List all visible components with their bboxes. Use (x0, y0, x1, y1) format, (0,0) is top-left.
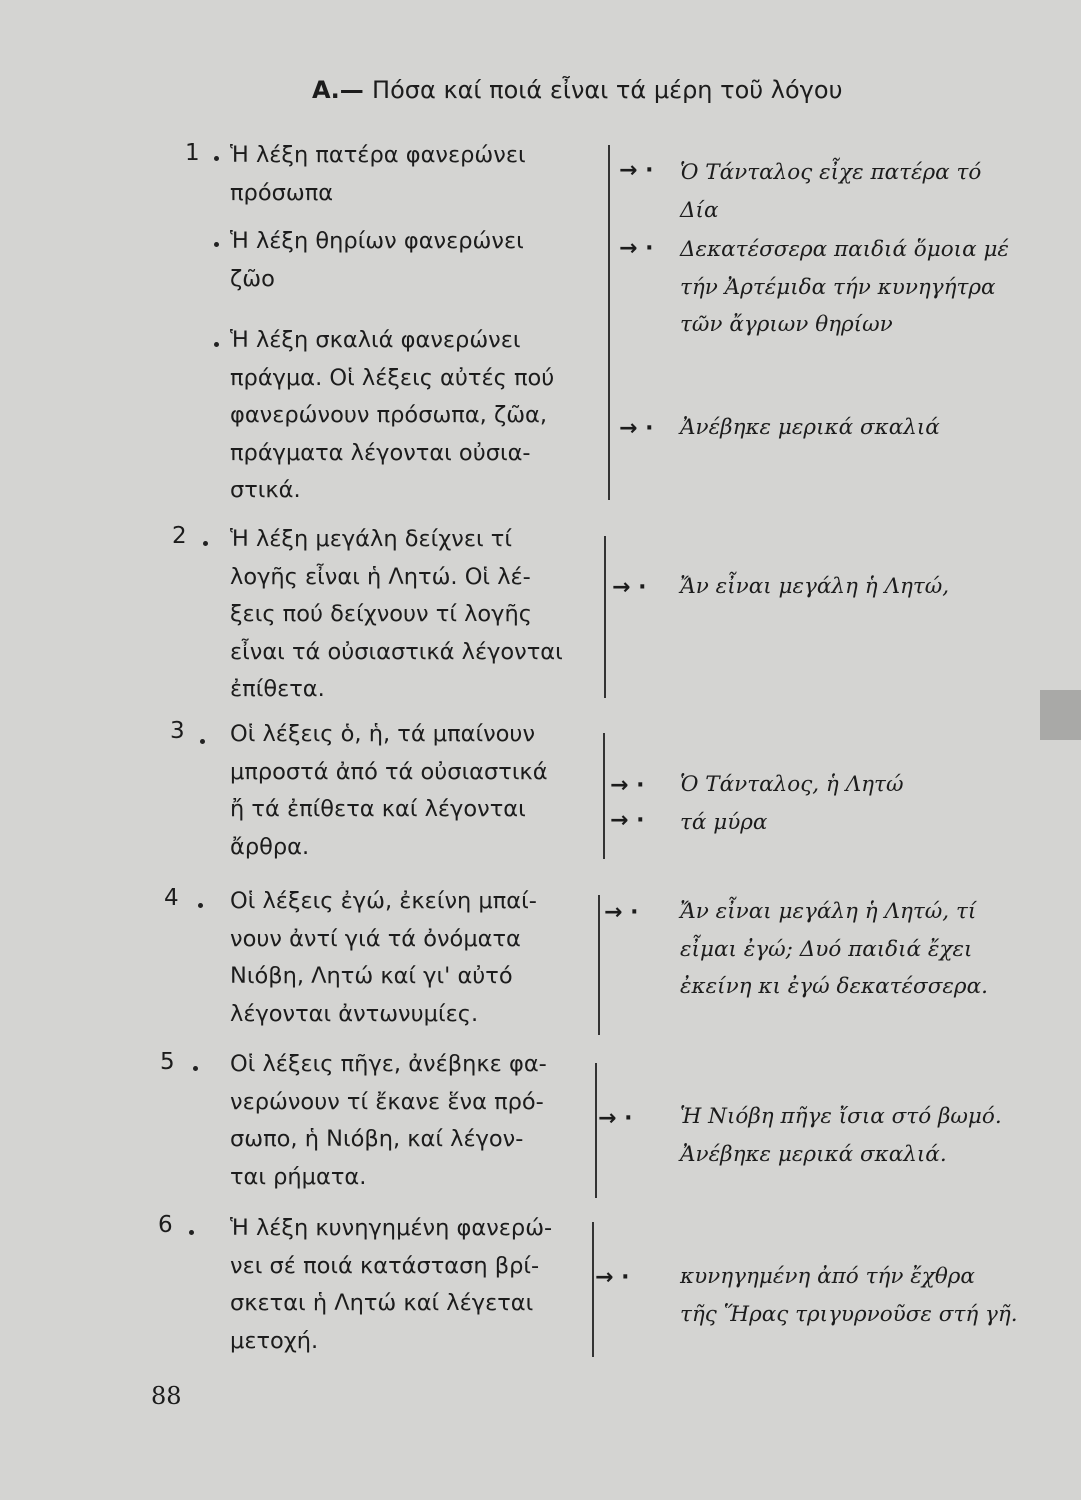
text-line: στικά. (230, 477, 301, 503)
bullet-dot (214, 242, 219, 247)
item-number: 6 (158, 1212, 173, 1238)
column-divider (598, 895, 600, 1035)
page-edge-tab (1040, 690, 1081, 740)
item-6-example (680, 1258, 1040, 1333)
text-line: Ἡ λέξη κυνηγημένη φανερώ- (230, 1215, 553, 1241)
example-line: Ἡ Νιόβη πῆγε ἴσια στό βωμό. (680, 1104, 1002, 1129)
text-line: ζῶο (230, 265, 275, 292)
text-line: ἄρθρα. (230, 833, 310, 860)
text-line: λέγονται ἀντωνυμίες. (230, 1000, 479, 1027)
example-line: Δία (680, 197, 719, 223)
text-line: νει σέ ποιά κατάσταση βρί- (230, 1252, 540, 1279)
example-line: Ἄν εἶναι μεγάλη ἡ Λητώ, τί (680, 899, 977, 924)
text-line: νουν ἀντί γιά τά ὀνόματα (230, 925, 521, 952)
example-line: Δεκατέσσερα παιδιά ὅμοια μέ (680, 237, 1009, 262)
arrow-icon: → · (619, 158, 654, 183)
arrow-icon: → · (619, 236, 654, 261)
section-title: Πόσα καί ποιά εἶναι τά μέρη τοῦ λόγου (372, 76, 843, 104)
text-line: σωπο, ἡ Νιόβη, καί λέγον- (230, 1126, 524, 1152)
item-1b-example (680, 231, 1040, 344)
bullet-dot (214, 156, 219, 161)
column-divider (604, 536, 606, 698)
bullet-dot (193, 1066, 198, 1071)
text-line: Ἡ λέξη μεγάλη δείχνει τί (230, 526, 512, 552)
item-5-definition (230, 1046, 580, 1196)
example-line: τά μύρα (680, 809, 768, 835)
example-line: εἶμαι ἐγώ; Δυό παιδιά ἔχει (680, 936, 973, 962)
example-line: Ὁ Τάνταλος, ἡ Λητώ (680, 772, 904, 797)
item-1a-definition (230, 137, 590, 212)
item-4-example (680, 893, 1040, 1006)
item-1a-example (680, 154, 1040, 229)
text-line: λογῆς εἶναι ἡ Λητώ. Οἱ λέ- (230, 563, 531, 590)
bullet-dot (189, 1230, 194, 1235)
text-line: Ἡ λέξη πατέρα φανερώνει (230, 142, 526, 168)
arrow-icon: → · (619, 416, 654, 441)
item-number: 1 (185, 140, 200, 166)
example-line: Ἀνέβηκε μερικά σκαλιά (680, 415, 940, 440)
text-line: φανερώνουν πρόσωπα, ζῶα, (230, 402, 548, 428)
text-line: ἤ τά ἐπίθετα καί λέγονται (230, 796, 526, 822)
item-number: 2 (172, 523, 187, 549)
example-line: Ἀνέβηκε μερικά σκαλιά. (680, 1141, 947, 1167)
bullet-dot (214, 342, 219, 347)
item-5-example (680, 1098, 1040, 1173)
arrow-icon: → · (612, 575, 647, 600)
item-number: 5 (160, 1049, 175, 1075)
item-6-definition (230, 1210, 580, 1360)
text-line: πράγμα. Οἱ λέξεις αὐτές πού (230, 364, 555, 391)
column-divider (603, 733, 605, 859)
example-line: τῆς Ἥρας τριγυρνοῦσε στή γῆ. (680, 1301, 1018, 1327)
text-line: μπροστά ἀπό τά οὐσιαστικά (230, 758, 548, 785)
column-divider (595, 1063, 597, 1198)
text-line: πράγματα λέγονται οὐσια- (230, 439, 531, 466)
arrow-icon: → · (610, 808, 645, 833)
item-3-definition (230, 716, 590, 866)
example-line: ἐκείνη κι ἐγώ δεκατέσσερα. (680, 974, 988, 999)
item-1c-example (680, 409, 1040, 447)
arrow-icon: → · (610, 773, 645, 798)
text-line: πρόσωπα (230, 179, 334, 206)
text-line: Ἡ λέξη σκαλιά φανερώνει (230, 327, 521, 353)
text-line: ἐπίθετα. (230, 676, 325, 702)
text-line: Νιόβη, Λητώ καί γι' αὐτό (230, 963, 513, 989)
item-3-example (680, 766, 1040, 841)
text-line: Οἱ λέξεις ἐγώ, ἐκείνη μπαί- (230, 888, 537, 914)
page-number: 88 (151, 1382, 182, 1410)
item-1b-definition (230, 223, 590, 298)
item-1c-definition (230, 322, 590, 510)
text-line: Οἱ λέξεις ὁ, ἡ, τά μπαίνουν (230, 721, 536, 747)
arrow-icon: → · (604, 900, 639, 925)
text-line: νερώνουν τί ἔκανε ἕνα πρό- (230, 1088, 544, 1115)
section-prefix: Α.— (312, 76, 373, 104)
text-line: Ἡ λέξη θηρίων φανερώνει (230, 228, 524, 254)
item-2-example (680, 568, 1040, 606)
example-line: κυνηγημένη ἀπό τήν ἔχθρα (680, 1264, 975, 1289)
column-divider (592, 1222, 594, 1357)
arrow-icon: → · (595, 1265, 630, 1290)
section-heading (312, 76, 842, 104)
example-line: Ὁ Τάνταλος εἶχε πατέρα τό (680, 160, 982, 185)
bullet-dot (203, 541, 208, 546)
item-number: 4 (164, 885, 179, 911)
bullet-dot (198, 903, 203, 908)
bullet-dot (200, 739, 205, 744)
text-line: μετοχή. (230, 1327, 319, 1354)
example-line: τῶν ἄγριων θηρίων (680, 312, 893, 337)
example-line: Ἄν εἶναι μεγάλη ἡ Λητώ, (680, 574, 950, 599)
text-line: ξεις πού δείχνουν τί λογῆς (230, 601, 532, 627)
item-number: 3 (170, 718, 185, 744)
text-line: Οἱ λέξεις πῆγε, ἀνέβηκε φα- (230, 1051, 547, 1077)
text-line: ται ρήματα. (230, 1163, 367, 1190)
arrow-icon: → · (598, 1106, 633, 1131)
text-line: σκεται ἡ Λητώ καί λέγεται (230, 1290, 534, 1316)
item-2-definition (230, 521, 590, 709)
item-4-definition (230, 883, 590, 1033)
column-divider (608, 145, 610, 500)
example-line: τήν Ἀρτέμιδα τήν κυνηγήτρα (680, 274, 996, 300)
text-line: εἶναι τά οὐσιαστικά λέγονται (230, 638, 563, 665)
